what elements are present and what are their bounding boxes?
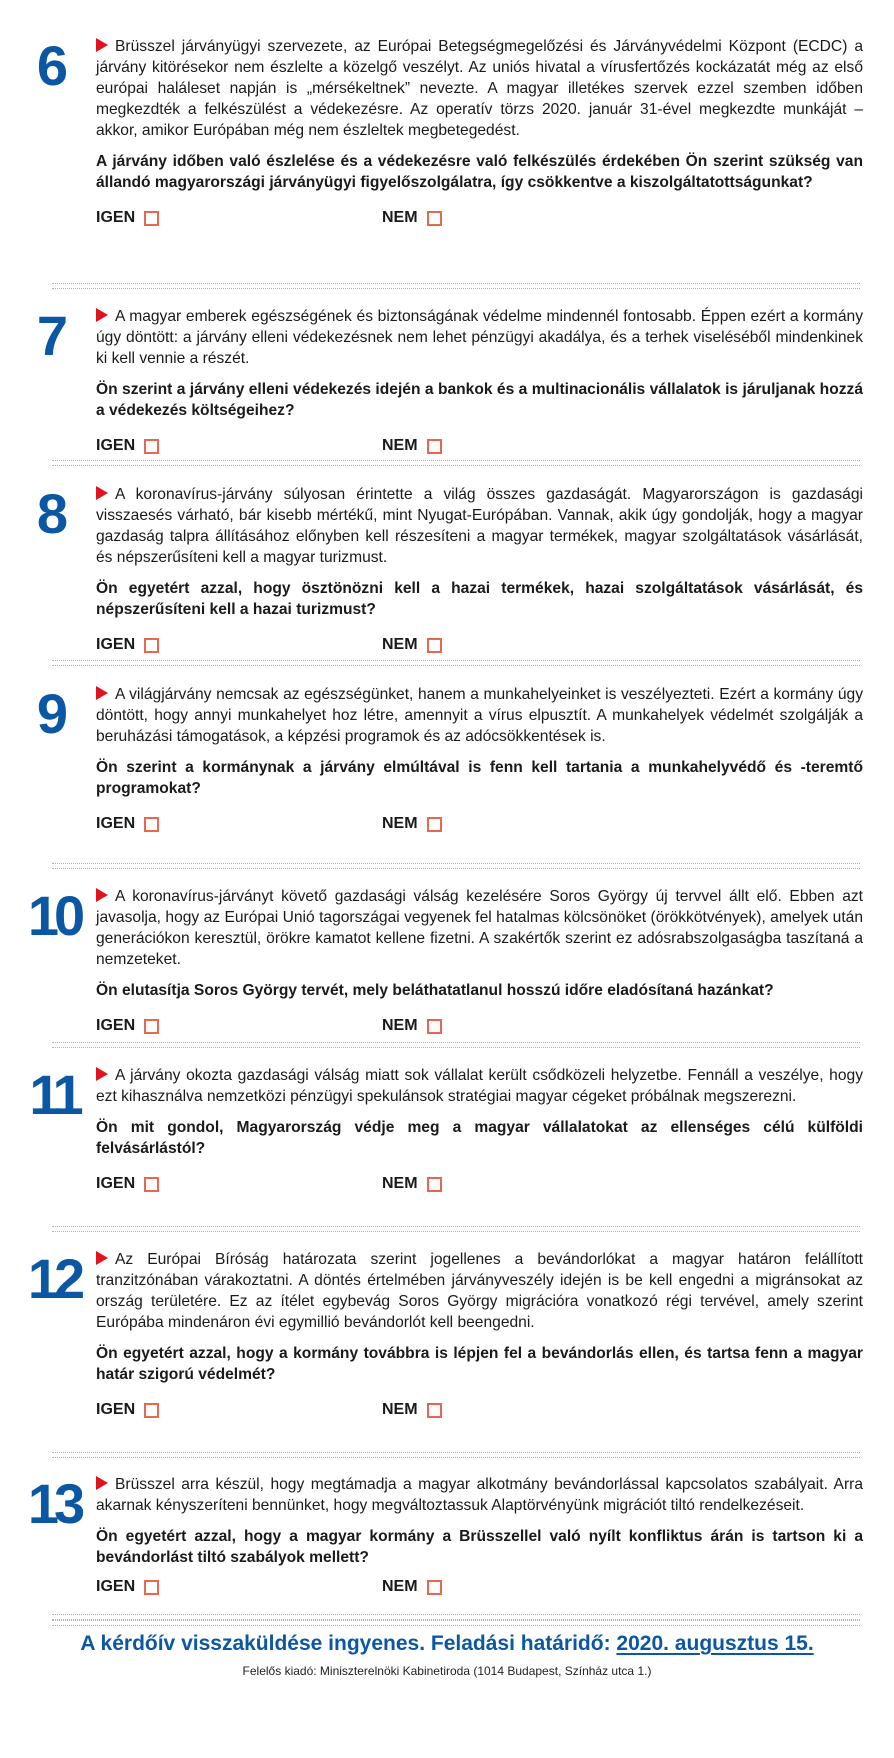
question-number: 8 — [36, 482, 64, 545]
answer-no[interactable]: NEM — [382, 813, 442, 835]
answer-yes[interactable]: IGEN — [96, 1576, 159, 1598]
checkbox-no[interactable] — [427, 211, 442, 226]
answer-row — [96, 435, 863, 459]
question-text: Ön egyetért azzal, hogy a magyar kormány a Brüsszellel való nyílt konfliktus árán is tartson ki a bevándorlást tiltó szabályok mellett? — [96, 1528, 863, 1566]
question-intro: A magyar emberek egészségének és biztonságának védelme mindennél fontosabb. Éppen ezért a kormány úgy döntött: a járvány elleni védekezésnek nem lehet pénzügyi akadálya, és a terhek viseléséből mindenkinek ki kell vennie a részét. — [96, 308, 863, 367]
answer-no[interactable]: NEM — [382, 435, 442, 457]
divider — [52, 283, 860, 289]
triangle-bullet-icon — [96, 686, 108, 700]
question-number: 9 — [36, 682, 64, 745]
question-text: Ön egyetért azzal, hogy ösztönözni kell a hazai termékek, hazai szolgáltatások vásárlását, és népszerűsíteni kell a hazai turizmust? — [96, 580, 863, 618]
question-text: Ön elutasítja Soros György tervét, mely beláthatatlanul hosszú időre eladósítaná hazánkat? — [96, 982, 774, 999]
checkbox-yes[interactable] — [144, 211, 159, 226]
question-number: 11 — [29, 1063, 79, 1126]
answer-no[interactable]: NEM — [382, 1399, 442, 1421]
question-number: 12 — [27, 1247, 81, 1310]
triangle-bullet-icon — [96, 888, 108, 902]
checkbox-yes[interactable] — [144, 439, 159, 454]
question-intro: Brüsszel arra készül, hogy megtámadja a magyar alkotmány bevándorlással kapcsolatos szabályait. Arra akarnak kényszeríteni bennünket, hogy megváltoztassuk Alaptörvényünk migrációt tiltó rendelkezéseit. — [96, 1476, 863, 1514]
question-text: Ön szerint a kormánynak a járvány elmúltával is fenn kell tartania a munkahelyvédő és -teremtő programokat? — [96, 759, 863, 797]
divider — [52, 863, 860, 869]
question-intro: Brüsszel járványügyi szervezete, az Európai Betegségmegelőzési és Járványvédelmi Központ (ECDC) a járvány kitörésekor nem észlelte a közelgő veszélyt. Az uniós hivatal a vírusfertőzés kockázatát még az első európai haláleset napján is „mérsékeltnek” nevezte. A magyar illetékes szervek ezzel szemben időben megkezdték a felkészülést a védekezésre. Az operatív törzs 2020. január 31-ével megkezdte munkáját – akkor, amikor Európában még nem észleltek megbetegedést. — [96, 38, 863, 139]
divider — [52, 1452, 860, 1458]
question-text: Ön szerint a járvány elleni védekezés idején a bankok és a multinacionális vállalatok is járuljanak hozzá a védekezés költségeihez? — [96, 381, 863, 419]
triangle-bullet-icon — [96, 486, 108, 500]
answer-no[interactable]: NEM — [382, 634, 442, 656]
question-intro: Az Európai Bíróság határozata szerint jogellenes a bevándorlókat a magyar határon felállított tranzitzónában várakoztatni. A döntés értelmében járványveszély idején is be kell engedni a migránsokat az ország területére. Ez az ítélet egybevág Soros György migrációra vonatkozó régi tervével, amely szerint Európába mindenáron évi egymillió bevándorlót kell beengedni. — [96, 1251, 863, 1331]
checkbox-yes[interactable] — [144, 817, 159, 832]
answer-yes[interactable]: IGEN — [96, 1399, 159, 1421]
triangle-bullet-icon — [96, 1251, 108, 1265]
question-text: Ön mit gondol, Magyarország védje meg a magyar vállalatokat az ellenséges célú külföldi felvásárlástól? — [96, 1119, 863, 1157]
answer-row — [96, 1173, 863, 1197]
publisher-info: Felelős kiadó: Miniszterelnöki Kabinetiroda (1014 Budapest, Színház utca 1.) — [242, 1664, 652, 1678]
answer-row — [96, 207, 863, 231]
answer-yes[interactable]: IGEN — [96, 813, 159, 835]
checkbox-no[interactable] — [427, 1019, 442, 1034]
question-text: A járvány időben való észlelése és a védekezésre való felkészülés érdekében Ön szerint szükség van állandó magyarországi járványügyi figyelőszolgálatra, így csökkentve a kiszolgáltatottságunkat? — [96, 153, 863, 191]
question-number: 7 — [36, 304, 64, 367]
triangle-bullet-icon — [96, 1067, 108, 1081]
triangle-bullet-icon — [96, 308, 108, 322]
question-intro: A járvány okozta gazdasági válság miatt sok vállalat került csődközeli helyzetbe. Fennáll a veszélye, hogy ezt kihasználva nemzetközi pénzügyi spekulánsok stratégiai magyar cégeket próbálnak megszerezni. — [96, 1067, 863, 1105]
question-number: 13 — [27, 1472, 81, 1535]
checkbox-yes[interactable] — [144, 1403, 159, 1418]
answer-row — [96, 1015, 863, 1039]
answer-row — [96, 813, 863, 837]
checkbox-yes[interactable] — [144, 638, 159, 653]
checkbox-yes[interactable] — [144, 1580, 159, 1595]
divider — [52, 1226, 860, 1232]
answer-yes[interactable]: IGEN — [96, 207, 159, 229]
answer-yes[interactable]: IGEN — [96, 1015, 159, 1037]
triangle-bullet-icon — [96, 1476, 108, 1490]
answer-yes[interactable]: IGEN — [96, 435, 159, 457]
divider — [52, 660, 860, 666]
checkbox-no[interactable] — [427, 638, 442, 653]
checkbox-no[interactable] — [427, 1403, 442, 1418]
divider — [52, 1042, 860, 1048]
triangle-bullet-icon — [96, 38, 108, 52]
answer-no[interactable]: NEM — [382, 1015, 442, 1037]
checkbox-no[interactable] — [427, 1177, 442, 1192]
question-number: 10 — [27, 884, 81, 947]
checkbox-yes[interactable] — [144, 1019, 159, 1034]
divider — [52, 1620, 860, 1626]
answer-no[interactable]: NEM — [382, 207, 442, 229]
checkbox-no[interactable] — [427, 817, 442, 832]
answer-yes[interactable]: IGEN — [96, 634, 159, 656]
answer-row — [96, 1576, 863, 1600]
answer-no[interactable]: NEM — [382, 1576, 442, 1598]
answer-row — [96, 1399, 863, 1423]
question-number: 6 — [36, 34, 64, 97]
divider — [52, 460, 860, 466]
question-text: Ön egyetért azzal, hogy a kormány továbbra is lépjen fel a bevándorlás ellen, és tartsa fenn a magyar határ szigorú védelmét? — [96, 1345, 863, 1383]
question-intro: A világjárvány nemcsak az egészségünket, hanem a munkahelyeinket is veszélyezteti. Ezért a kormány úgy döntött, hogy annyi munkahelyet hoz létre, amennyit a vírus elpusztít. A munkahelyek védelmét szolgálják a beruházási támogatások, a képzési programok és az adócsökkentések is. — [96, 686, 863, 745]
checkbox-no[interactable] — [427, 1580, 442, 1595]
return-deadline-notice: A kérdőív visszaküldése ingyenes. Feladási határidő: 2020. augusztus 15. — [80, 1632, 814, 1655]
deadline-date: 2020. augusztus 15. — [616, 1632, 814, 1655]
question-intro: A koronavírus-járványt követő gazdasági válság kezelésére Soros György új tervvel állt elő. Ebben azt javasolja, hogy az Európai Unió tagországai vegyenek fel hatalmas kölcsönöket (örökkötvények), amelyek után generációkon keresztül, örökre kamatot kellene fizetni. A szakértők szerint ez adósrabszolgaságba taszítaná a nemzeteket. — [96, 888, 863, 968]
answer-row — [96, 634, 863, 658]
checkbox-no[interactable] — [427, 439, 442, 454]
checkbox-yes[interactable] — [144, 1177, 159, 1192]
answer-no[interactable]: NEM — [382, 1173, 442, 1195]
question-intro: A koronavírus-járvány súlyosan érintette a világ összes gazdaságát. Magyarországon is gazdasági visszaesés várható, bár kisebb mértékű, mint Nyugat-Európában. Vannak, akik úgy gondolják, hogy a magyar gazdaság talpra állításához előnyben kell részesíteni a magyar termékek, magyar szolgáltatások vásárlását, és népszerűsíteni kell a magyar turizmust. — [96, 486, 863, 566]
answer-yes[interactable]: IGEN — [96, 1173, 159, 1195]
